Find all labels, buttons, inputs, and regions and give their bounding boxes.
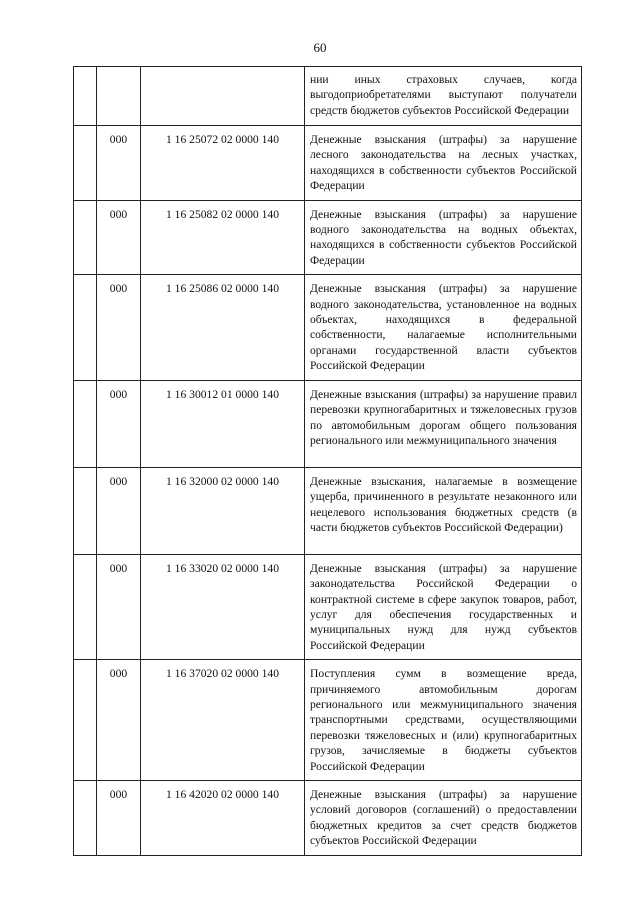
admin-code-cell: 000 xyxy=(97,780,141,855)
blank-cell xyxy=(74,380,97,467)
budget-classification-table xyxy=(73,66,582,856)
table-row xyxy=(74,467,582,554)
blank-cell xyxy=(74,554,97,659)
blank-cell xyxy=(74,467,97,554)
budget-code-cell: 1 16 25082 02 0000 140 xyxy=(141,200,305,275)
description-cell: Денежные взыскания (штрафы) за нарушение лесного законодательства на лесных участках, находящихся в собственности субъектов Российской Федерации xyxy=(305,126,582,201)
admin-code-cell: 000 xyxy=(97,660,141,781)
blank-cell xyxy=(74,780,97,855)
admin-code-cell xyxy=(97,67,141,126)
table-row xyxy=(74,200,582,275)
budget-code-cell: 1 16 32000 02 0000 140 xyxy=(141,467,305,554)
table-row xyxy=(74,660,582,781)
description-cell: Денежные взыскания (штрафы) за нарушение водного законодательства на водных объектах, находящихся в собственности субъектов Российской Федерации xyxy=(305,200,582,275)
blank-cell xyxy=(74,200,97,275)
admin-code-cell: 000 xyxy=(97,200,141,275)
admin-code-cell: 000 xyxy=(97,554,141,659)
budget-code-cell: 1 16 42020 02 0000 140 xyxy=(141,780,305,855)
description-cell: нии иных страховых случаев, когда выгодоприобретателями выступают получатели средств бюджетов субъектов Российской Федерации xyxy=(305,67,582,126)
description-cell: Поступления сумм в возмещение вреда, причиняемого автомобильным дорогам регионального или межмуниципального значения транспортными средствами, осуществляющими перевозки тяжеловесных и (или) крупногабаритных грузов, зачисляемые в бюджеты субъектов Российской Федерации xyxy=(305,660,582,781)
description-cell: Денежные взыскания (штрафы) за нарушение условий договоров (соглашений) о предоставлении бюджетных кредитов за счет средств бюджетов субъектов Российской Федерации xyxy=(305,780,582,855)
budget-code-cell: 1 16 37020 02 0000 140 xyxy=(141,660,305,781)
blank-cell xyxy=(74,126,97,201)
admin-code-cell: 000 xyxy=(97,380,141,467)
table-row xyxy=(74,380,582,467)
budget-code-cell: 1 16 33020 02 0000 140 xyxy=(141,554,305,659)
blank-cell xyxy=(74,660,97,781)
description-cell: Денежные взыскания (штрафы) за нарушение водного законодательства, установленное на водных объектах, находящихся в федеральной собственности, налагаемые исполнительными органами государственной власти субъектов Российской Федерации xyxy=(305,275,582,380)
admin-code-cell: 000 xyxy=(97,126,141,201)
table-row xyxy=(74,554,582,659)
blank-cell xyxy=(74,67,97,126)
table-row xyxy=(74,780,582,855)
budget-code-cell xyxy=(141,67,305,126)
description-cell: Денежные взыскания, налагаемые в возмещение ущерба, причиненного в результате незаконного или нецелевого использования бюджетных средств (в части бюджетов субъектов Российской Федерации) xyxy=(305,467,582,554)
budget-code-cell: 1 16 25072 02 0000 140 xyxy=(141,126,305,201)
blank-cell xyxy=(74,275,97,380)
table-row xyxy=(74,275,582,380)
admin-code-cell: 000 xyxy=(97,467,141,554)
table-row xyxy=(74,126,582,201)
page-number: 60 xyxy=(313,40,327,55)
description-cell: Денежные взыскания (штрафы) за нарушение законодательства Российской Федерации о контрактной системе в сфере закупок товаров, работ, услуг для обеспечения государственных и муниципальных нужд для нужд субъектов Российской Федерации xyxy=(305,554,582,659)
description-cell: Денежные взыскания (штрафы) за нарушение правил перевозки крупногабаритных и тяжеловесных грузов по автомобильным дорогам общего пользования регионального или межмуниципального значения xyxy=(305,380,582,467)
table-row xyxy=(74,67,582,126)
budget-code-cell: 1 16 25086 02 0000 140 xyxy=(141,275,305,380)
budget-code-cell: 1 16 30012 01 0000 140 xyxy=(141,380,305,467)
admin-code-cell: 000 xyxy=(97,275,141,380)
